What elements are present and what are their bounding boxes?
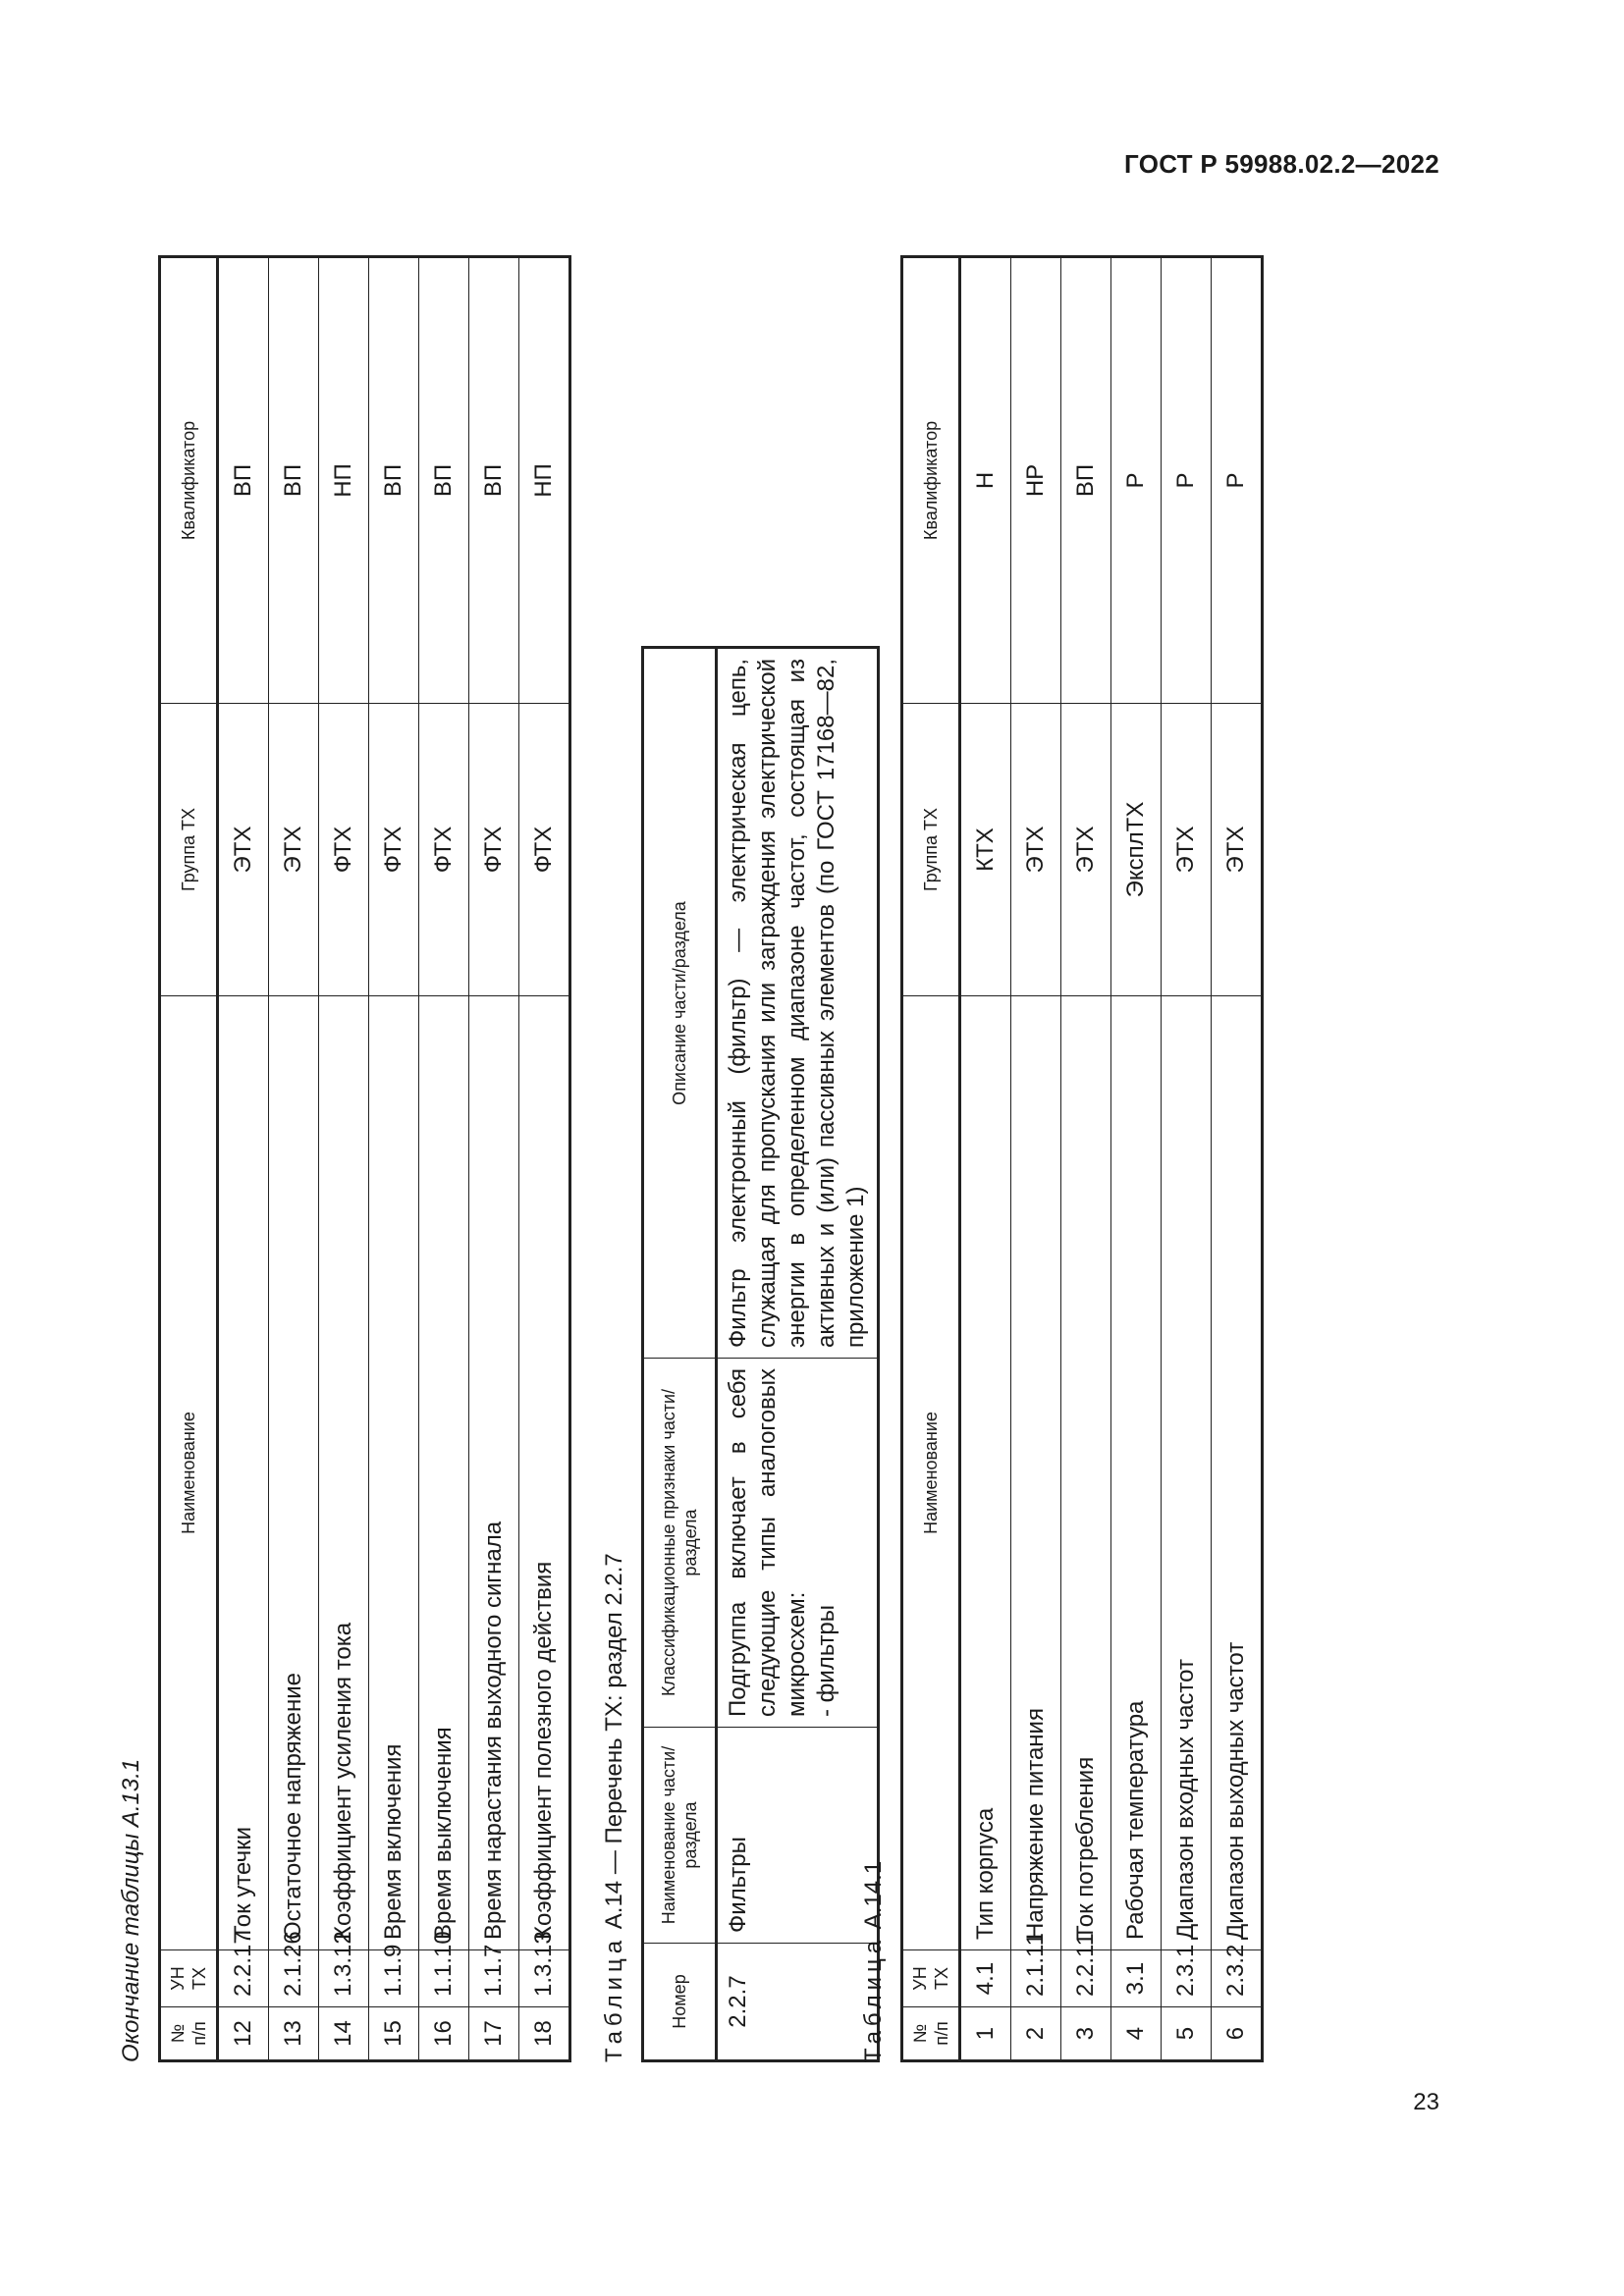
row-group: ЭТХ: [1161, 704, 1211, 996]
header-cell: Наименование части/раздела: [642, 1728, 716, 1944]
header-cell: УН ТХ: [901, 1950, 959, 2007]
row-code: 3.1: [1110, 1950, 1161, 2007]
section-number: 2.2.7: [716, 1944, 878, 2061]
row-code: 2.2.17: [217, 1950, 268, 2007]
table-a13-1: [158, 255, 571, 2062]
table-a14: [641, 646, 880, 2062]
table-row: [518, 257, 569, 2061]
table-row: [1110, 257, 1161, 2061]
row-code: 2.1.26: [268, 1950, 318, 2007]
row-group: ЭТХ: [1060, 704, 1110, 996]
header-cell: Квалификатор: [901, 257, 959, 704]
row-code: 4.1: [959, 1950, 1010, 2007]
row-group: ЭксплТХ: [1110, 704, 1161, 996]
table-row: [318, 257, 368, 2061]
table-row: [1211, 257, 1262, 2061]
row-name: Время нарастания выходного сигнала: [468, 996, 518, 1950]
row-number: 12: [217, 2007, 268, 2061]
section-features-text: Подгруппа включает в себя следующие типы аналоговых микросхем:: [724, 1368, 810, 1717]
header-cell: Группа ТХ: [159, 704, 217, 996]
row-group: КТХ: [959, 704, 1010, 996]
table-a14-1-block: [860, 258, 1264, 2062]
table-row: [268, 257, 318, 2061]
row-number: 13: [268, 2007, 318, 2061]
header-cell: Классификационные признаки части/раздела: [642, 1359, 716, 1728]
row-name: Ток потребления: [1060, 996, 1110, 1950]
row-group: ФТХ: [368, 704, 418, 996]
row-number: 1: [959, 2007, 1010, 2061]
row-number: 3: [1060, 2007, 1110, 2061]
row-code: 1.3.12: [318, 1950, 368, 2007]
table-a13-1-block: [118, 258, 571, 2062]
table-row: [1060, 257, 1110, 2061]
row-qualifier: Р: [1161, 257, 1211, 704]
row-name: Рабочая температура: [1110, 996, 1161, 1950]
table-header-row: [642, 648, 716, 2061]
row-number: 15: [368, 2007, 418, 2061]
section-features-item: - фильтры: [812, 1604, 839, 1717]
header-cell: Описание части/раздела: [642, 648, 716, 1359]
row-number: 6: [1211, 2007, 1262, 2061]
row-qualifier: Р: [1110, 257, 1161, 704]
row-code: 2.1.11: [1010, 1950, 1060, 2007]
row-qualifier: НП: [318, 257, 368, 704]
row-number: 2: [1010, 2007, 1060, 2061]
header-cell: № п/п: [901, 2007, 959, 2061]
table-a14-1-caption-rest: А.14.1: [860, 1860, 887, 1930]
header-cell: Наименование: [901, 996, 959, 1950]
row-qualifier: ВП: [268, 257, 318, 704]
section-description: Фильтр электронный (фильтр) — электрическая цепь, служащая для пропускания или заграждения электрической энергии в определенном диапазоне частот, состоящая из активных и (или) пассивных элементов (по ГОСТ 17168—82, приложение 1): [716, 648, 878, 1359]
header-cell: Наименование: [159, 996, 217, 1950]
section-name: Фильтры: [716, 1728, 878, 1944]
row-group: ЭТХ: [268, 704, 318, 996]
header-cell: Номер: [642, 1944, 716, 2061]
table-a14-1-caption-prefix: Таблица: [860, 1935, 887, 2062]
header-cell: УН ТХ: [159, 1950, 217, 2007]
row-name: Время включения: [368, 996, 418, 1950]
table-a14-caption-prefix: Таблица: [601, 1935, 627, 2062]
table-a14-1-caption: [860, 258, 889, 2062]
header-cell: Квалификатор: [159, 257, 217, 704]
row-group: ФТХ: [318, 704, 368, 996]
table-a14-block: [601, 258, 880, 2062]
row-name: Тип корпуса: [959, 996, 1010, 1950]
row-code: 1.1.7: [468, 1950, 518, 2007]
document-header: ГОСТ Р 59988.02.2—2022: [1124, 149, 1439, 179]
table-row: [368, 257, 418, 2061]
table-a14-caption-rest: А.14 — Перечень ТХ: раздел 2.2.7: [601, 1553, 627, 1930]
row-number: 4: [1110, 2007, 1161, 2061]
table-row: [1161, 257, 1211, 2061]
table-header-row: [159, 257, 217, 2061]
row-name: Коэффициент полезного действия: [518, 996, 569, 1950]
table-header-row: [901, 257, 959, 2061]
row-group: ФТХ: [418, 704, 468, 996]
page-number: 23: [1413, 2089, 1439, 2115]
row-code: 1.1.9: [368, 1950, 418, 2007]
row-name: Напряжение питания: [1010, 996, 1060, 1950]
row-qualifier: ВП: [368, 257, 418, 704]
row-code: 2.3.1: [1161, 1950, 1211, 2007]
row-code: 2.2.11: [1060, 1950, 1110, 2007]
table-a14-caption: [601, 258, 629, 2062]
table-row: [468, 257, 518, 2061]
table-row: [959, 257, 1010, 2061]
row-number: 5: [1161, 2007, 1211, 2061]
row-qualifier: НР: [1010, 257, 1060, 704]
row-name: Диапазон выходных частот: [1211, 996, 1262, 1950]
row-qualifier: НП: [518, 257, 569, 704]
row-group: ЭТХ: [217, 704, 268, 996]
row-code: 1.3.13: [518, 1950, 569, 2007]
row-qualifier: Р: [1211, 257, 1262, 704]
row-name: Диапазон входных частот: [1161, 996, 1211, 1950]
row-code: 1.1.10: [418, 1950, 468, 2007]
table-row: [1010, 257, 1060, 2061]
header-cell: № п/п: [159, 2007, 217, 2061]
row-group: ФТХ: [468, 704, 518, 996]
table-a14-1: [900, 255, 1264, 2062]
section-features: [716, 1359, 878, 1728]
table-row: [217, 257, 268, 2061]
header-cell: Группа ТХ: [901, 704, 959, 996]
table-a13-1-caption: Окончание таблицы А.13.1: [118, 1758, 144, 2062]
row-number: 18: [518, 2007, 569, 2061]
row-qualifier: Н: [959, 257, 1010, 704]
row-number: 16: [418, 2007, 468, 2061]
row-group: ЭТХ: [1010, 704, 1060, 996]
row-qualifier: ВП: [418, 257, 468, 704]
row-qualifier: ВП: [1060, 257, 1110, 704]
row-group: ЭТХ: [1211, 704, 1262, 996]
row-name: Коэффициент усиления тока: [318, 996, 368, 1950]
row-name: Остаточное напряжение: [268, 996, 318, 1950]
row-name: Время выключения: [418, 996, 468, 1950]
row-group: ФТХ: [518, 704, 569, 996]
row-name: Ток утечки: [217, 996, 268, 1950]
row-qualifier: ВП: [217, 257, 268, 704]
row-number: 14: [318, 2007, 368, 2061]
table-row: [716, 648, 878, 2061]
row-number: 17: [468, 2007, 518, 2061]
row-code: 2.3.2: [1211, 1950, 1262, 2007]
row-qualifier: ВП: [468, 257, 518, 704]
table-row: [418, 257, 468, 2061]
